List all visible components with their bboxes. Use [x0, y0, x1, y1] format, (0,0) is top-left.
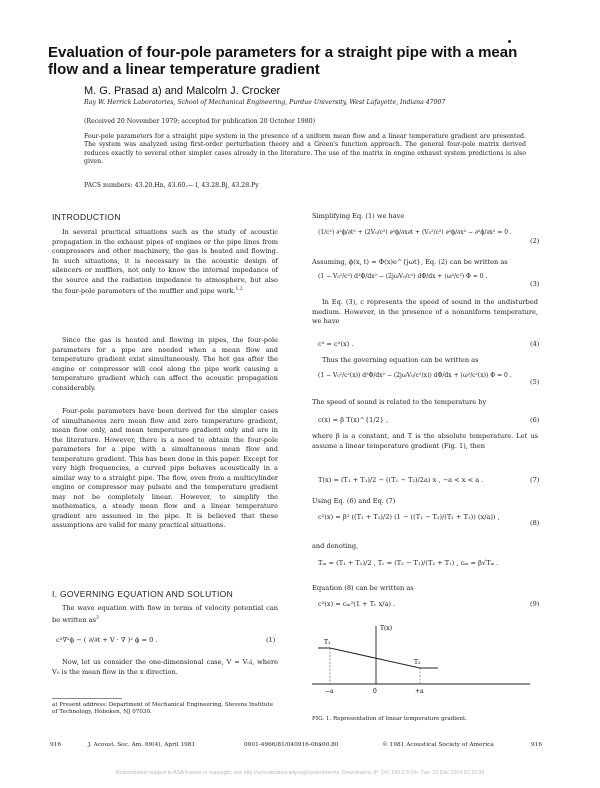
equation-8-number: (8)	[530, 519, 540, 527]
footer-right-page: 916	[531, 742, 543, 748]
equation-7-number: (7)	[530, 476, 540, 484]
section-1-heading: I. GOVERNING EQUATION AND SOLUTION	[52, 589, 234, 599]
equation-7: T(x) = (T₁ + T₂)/2 − ((T₁ − T₂)/2a) x , −a < x < a .	[318, 476, 484, 484]
right-text-7: Using Eq. (6) and Eq. (7)	[312, 497, 396, 505]
equation-6-number: (6)	[530, 416, 540, 424]
equation-6: c(x) = β T(x)^{1/2} ,	[318, 416, 389, 424]
footer-journal: J. Acoust. Soc. Am. 69(4), April 1981	[88, 742, 196, 748]
right-text-2: Assuming, ϕ(x, t) = Φ(x)e^{jωt}, Eq. (2) can be written as	[312, 258, 508, 266]
equation-5-number: (5)	[530, 378, 540, 386]
pacs-numbers: PACS numbers: 43.20.Hn, 43.60.— l, 43.28.Bj, 43.28.Py	[84, 182, 259, 189]
section-1-paragraph-ref: 3	[95, 615, 99, 621]
decorative-dot	[508, 40, 511, 43]
intro-paragraph-1	[52, 228, 278, 297]
equation-1-number: (1)	[266, 636, 276, 644]
right-text-5: The speed of sound is related to the temperature by	[312, 398, 487, 406]
footer-left-page: 916	[50, 742, 62, 748]
intro-paragraph-2: Since the gas is heated and flowing in pipes, the four-pole parameters for a pipe are needed when a mean flow and temperature gradient exist simultaneously. The hot gas after the engine or compressor will cool along the pipe work causing a temperature gradient which can affect the acoustic propagation considerably.	[52, 336, 278, 392]
equation-8: c²(x) = β² ((T₁ + T₂)/2) (1 − ((T₁ − T₂)/(T₁ + T₂)) (x/a)) ,	[318, 513, 500, 521]
figure-1-neg-a-label: −a	[325, 688, 334, 695]
figure-1-zero-label: 0	[373, 688, 377, 695]
intro-heading: INTRODUCTION	[52, 212, 121, 222]
authors: M. G. Prasad a) and Malcolm J. Crocker	[84, 85, 281, 97]
intro-paragraph-1-ref: 1,2	[235, 287, 243, 292]
equation-9-number: (9)	[530, 600, 540, 608]
section-1-paragraph	[52, 604, 278, 625]
equation-2-number: (2)	[530, 237, 540, 245]
equation-4: c² = c²(x) .	[318, 340, 354, 348]
intro-paragraph-1-text: In several practical situations such as the study of acoustic propagation in the exhaust pipes of engines or the pipe lines from compressors and other machinery, the gas is heated and flowing. In such situations, it is necessary in the acoustic design of silencers or mufflers, not only to know the internal impedance of the source and the radiation impedance to atmosphere, but also the four-pole parameters of the muffler and pipe work.	[52, 228, 278, 296]
figure-1-gradient-line	[330, 648, 420, 668]
footnote-divider	[52, 698, 122, 699]
figure-1	[310, 620, 540, 710]
section-1-paragraph-2: Now, let us consider the one-dimensional case, V = V₀i, where V₀ is the mean flow in the x direction.	[52, 658, 278, 676]
affiliation: Ray W. Herrick Laboratories, School of Mechanical Engineering, Purdue University, West Lafayette, Indiana 47907	[84, 99, 446, 106]
equation-2: (1/c²) ∂²ϕ/∂t² + (2V₀/c²) ∂²ϕ/∂x∂t + (V₀²/c²) ∂²ϕ/∂x² − ∂²ϕ/∂x² = 0 .	[318, 229, 512, 236]
right-text-9: Equation (8) can be written as	[312, 584, 414, 592]
section-1-paragraph-text: The wave equation with flow in terms of velocity potential can be written as	[52, 604, 278, 624]
received-date: (Received 20 November 1979; accepted for publication 20 October 1980)	[84, 118, 315, 125]
figure-1-t1-label: T₁	[324, 639, 331, 646]
figure-1-caption: FIG. 1. Representation of linear temperature gradient.	[312, 716, 468, 722]
abstract: Four-pole parameters for a straight pipe system in the presence of a uniform mean flow and a linear temperature gradient are presented. The system was analyzed using first-order perturbation theory and a Green's function approach. The general four-pole matrix derived reduces exactly to several other simpler cases already in the literature. The use of the matrix in engine exhaust system predictions is also given.	[84, 133, 526, 165]
figure-1-axis-label: T(x)	[380, 625, 393, 632]
right-text-6: where β is a constant, and T is the absolute temperature. Let us assume a linear temperature gradient (Fig. 1), then	[312, 432, 538, 450]
footnote: a) Present address: Department of Mechanical Engineering, Stevens Institute of Technology, Hoboken, NJ 07030.	[52, 702, 274, 716]
equation-3-number: (3)	[530, 280, 540, 288]
right-text-8: and denoting,	[312, 542, 359, 550]
equation-1: c²∇²ϕ − ( ∂/∂t + V · ∇ )² ϕ = 0 .	[56, 636, 158, 644]
footer-copyright: © 1981 Acoustical Society of America	[382, 742, 494, 748]
right-text-4: Thus the governing equation can be written as	[322, 356, 479, 364]
article-title: Evaluation of four-pole parameters for a straight pipe with a mean flow and a linear temperature gradient	[48, 44, 518, 78]
equation-9: c²(x) = cₘ²(1 + Tᵣ x/a) .	[318, 600, 396, 608]
right-text-3: In Eq. (3), c represents the speed of sound in the undisturbed medium. However, in the presence of a nonuniform temperature, we have	[312, 298, 538, 325]
equation-4-number: (4)	[530, 340, 540, 348]
equation-3: (1 − V₀²/c²) d²Φ/dx² − (2jωV₀/c²) dΦ/dx + (ω²/c²) Φ = 0 .	[318, 273, 488, 280]
intro-paragraph-3: Four-pole parameters have been derived for the simpler cases of simultaneous zero mean flow and zero temperature gradient, mean flow only, and mean temperature gradient only and are in the literature. However, there is a need to obtain the four-pole parameters for a pipe with a simultaneous mean flow and temperature gradient. This has been done in this paper. Except for very high frequencies, a curved pipe behaves acoustically in a similar way to a straight pipe. The flow, even from a multicylinder engine or compressor may pulsate and the temperature gradient may not be completely linear. However, to simplify the mathematics, a steady mean flow and a linear temperature gradient are assumed in the pipe. It is believed that these assumptions are valid for many practical situations.	[52, 407, 278, 529]
footer-code: 0001-4966/81/040916-06$00.80	[244, 742, 339, 748]
equation-5: (1 − V₀²/c²(x)) d²Φ/dx² − (2jωV₀/c²(x)) dΦ/dx + (ω²/c²(x)) Φ = 0 .	[318, 372, 512, 379]
redistribution-notice: Redistribution subject to ASA license or copyright; see http://acousticalsociety.org/content/terms. Download to IP: 147.143.2.5 On: Tue, 23 Dec 2014 07:10:39	[115, 770, 485, 776]
figure-1-t2-label: T₂	[414, 659, 421, 666]
figure-1-pos-a-label: +a	[415, 688, 424, 695]
right-text-1: Simplifying Eq. (1) we have	[312, 212, 405, 220]
definitions: Tₘ = (T₁ + T₂)/2 , Tᵣ = (T₂ − T₁)/(T₂ + T₁) , cₘ = β√Tₘ .	[318, 559, 499, 567]
